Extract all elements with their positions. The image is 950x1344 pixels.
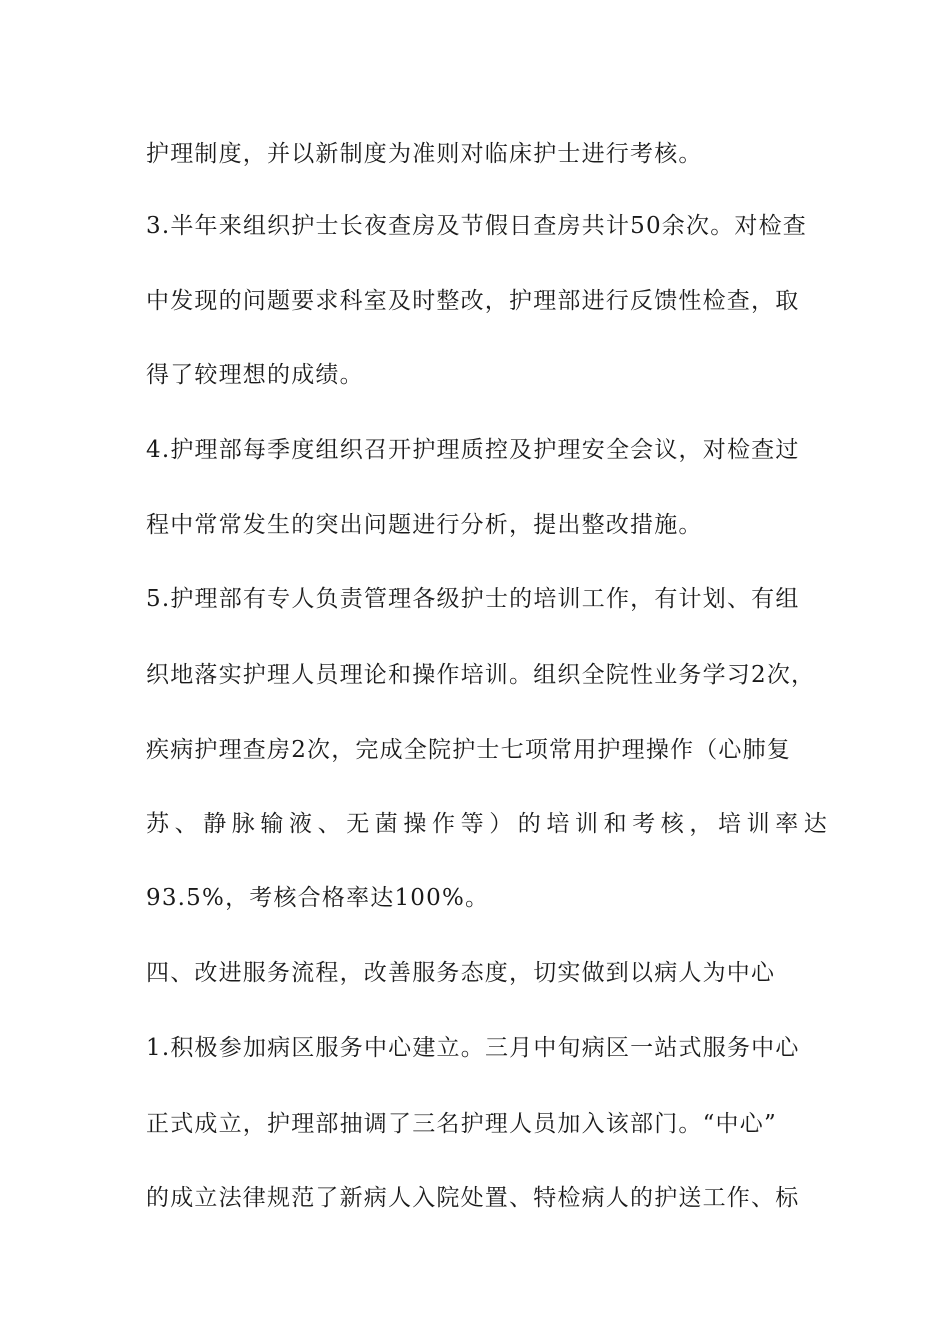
text-line: 的成立法律规范了新病人入院处置、特检病人的护送工作、标 [146, 1185, 800, 1211]
text-line: 护理制度，并以新制度为准则对临床护士进行考核。 [146, 141, 703, 167]
text-line: 4.护理部每季度组织召开护理质控及护理安全会议，对检查过 [146, 437, 800, 463]
text-line: 中发现的问题要求科室及时整改，护理部进行反馈性检查，取 [146, 288, 800, 314]
text-line: 93.5%，考核合格率达100%。 [146, 885, 490, 911]
text-line: 四、改进服务流程，改善服务态度，切实做到以病人为中心 [146, 960, 776, 986]
text-line: 得了较理想的成绩。 [146, 362, 364, 388]
text-line: 织地落实护理人员理论和操作培训。组织全院性业务学习2次， [146, 662, 816, 688]
text-line: 正式成立，护理部抽调了三名护理人员加入该部门。“中心” [146, 1111, 777, 1137]
text-line: 苏、静脉输液、无菌操作等）的培训和考核，培训率达 [146, 811, 833, 837]
text-line: 1.积极参加病区服务中心建立。三月中旬病区一站式服务中心 [146, 1035, 800, 1061]
text-line: 3.半年来组织护士长夜查房及节假日查房共计50余次。对检查 [146, 213, 808, 239]
text-line: 疾病护理查房2次，完成全院护士七项常用护理操作（心肺复 [146, 737, 792, 763]
text-line: 程中常常发生的突出问题进行分析，提出整改措施。 [146, 512, 703, 538]
text-line: 5.护理部有专人负责管理各级护士的培训工作，有计划、有组 [146, 586, 800, 612]
